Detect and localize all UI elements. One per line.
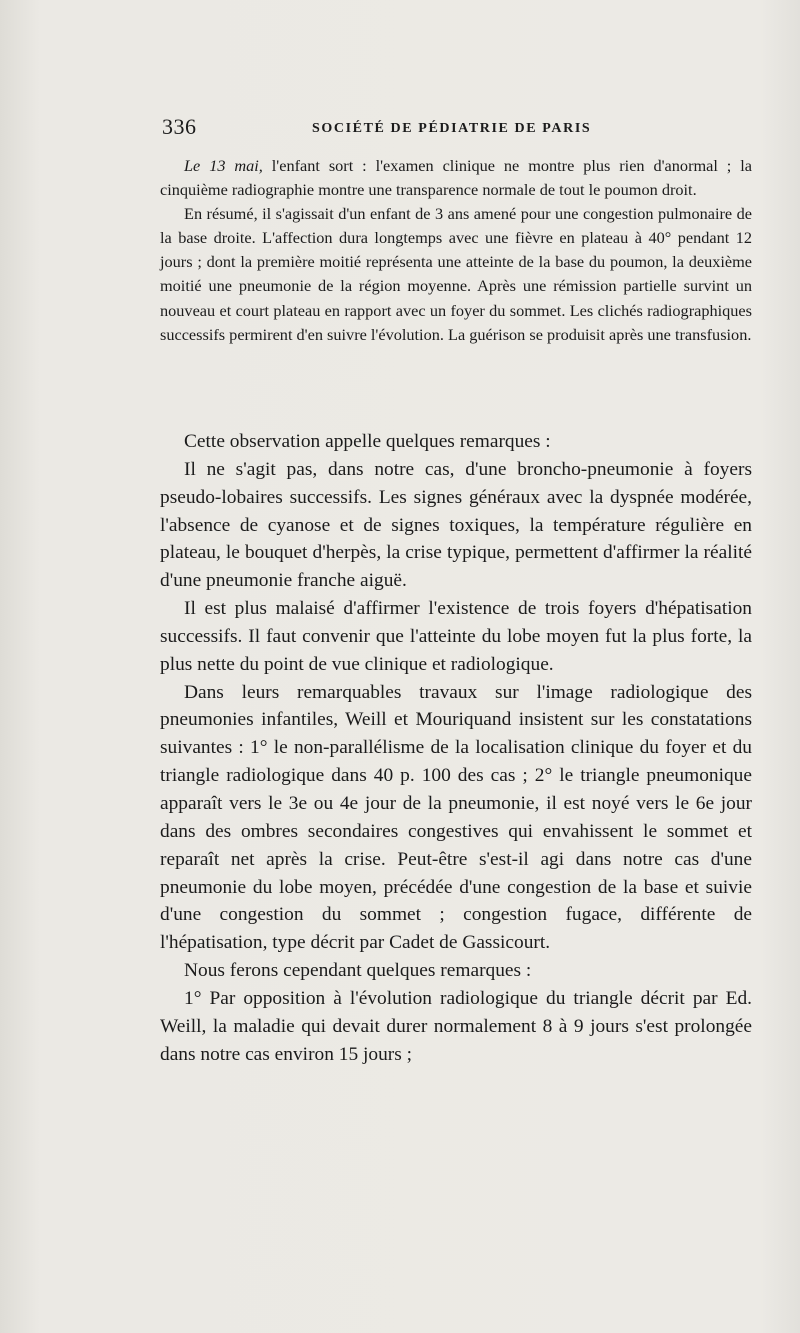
date-label: Le 13 mai, xyxy=(184,156,263,175)
page-number: 336 xyxy=(162,114,197,139)
paragraph-weill-mouriquand: Dans leurs remarquables travaux sur l'image radiologique des pneumonies infantiles, Weill et Mouriquand insistent sur les constatations suivantes : 1° le non-parallélisme de la localisation clinique du foyer et du triangle radiologique dans 40 p. 100 des cas ; 2° le triangle pneumonique apparaît vers le 3e ou 4e jour de la pneumonie, il est noyé vers le 6e jour dans des ombres secondaires congestives qui envahissent le sommet et reparaît net après la crise. Peut-être s'est-il agi dans notre cas d'une pneumonie du lobe moyen, précédée d'une congestion de la base et suivie d'une congestion du sommet ; congestion fugace, différente de l'hépatisation, type décrit par Cadet de Gassicourt. xyxy=(160,681,752,954)
discussion-block xyxy=(160,428,752,1068)
running-title: SOCIÉTÉ DE PÉDIATRIE DE PARIS xyxy=(312,121,592,136)
paragraph-not-bronchopneumonia: Il ne s'agit pas, dans notre cas, d'une broncho-pneumonie à foyers pseudo-lobaires successifs. Les signes généraux avec la dyspnée modérée, l'absence de cyanose et de signes toxiques, la température régulière en plateau, le bouquet d'herpès, la crise typique, permettent d'affirmer la réalité d'une pneumonie franche aiguë. xyxy=(160,458,752,592)
paragraph-summary: En résumé, il s'agissait d'un enfant de 3 ans amené pour une congestion pulmonaire de la base droite. L'affection dura longtemps avec une fièvre en plateau à 40° pendant 12 jours ; dont la première moitié représenta une atteinte de la base du poumon, la deuxième moitié une pneumonie de la région moyenne. Après une rémission partielle survint un nouveau et court plateau en rapport avec un foyer du sommet. Les clichés radiographiques successifs permirent d'en suivre l'évolution. La guérison se produisit après une transfusion. xyxy=(160,204,752,344)
page-header xyxy=(162,112,762,142)
paragraph-remarks-intro: Cette observation appelle quelques remarques : xyxy=(184,431,551,452)
paragraph-three-foci: Il est plus malaisé d'affirmer l'existence de trois foyers d'hépatisation successifs. Il faut convenir que l'atteinte du lobe moyen fut la plus forte, la plus nette du point de vue clinique et radiologique. xyxy=(160,598,752,675)
paragraph-remark-one: 1° Par opposition à l'évolution radiologique du triangle décrit par Ed. Weill, la maladie qui devait durer normalement 8 à 9 jours s'est prolongée dans notre cas environ 15 jours ; xyxy=(160,987,752,1065)
paragraph-discharge xyxy=(160,154,752,202)
discharge-text: l'enfant sort : l'examen clinique ne montre plus rien d'anormal ; la cinquième radiographie montre une transparence normale de tout le poumon droit. xyxy=(160,156,752,200)
paragraph-further-remarks: Nous ferons cependant quelques remarques : xyxy=(184,960,532,982)
case-summary-block xyxy=(160,154,752,347)
